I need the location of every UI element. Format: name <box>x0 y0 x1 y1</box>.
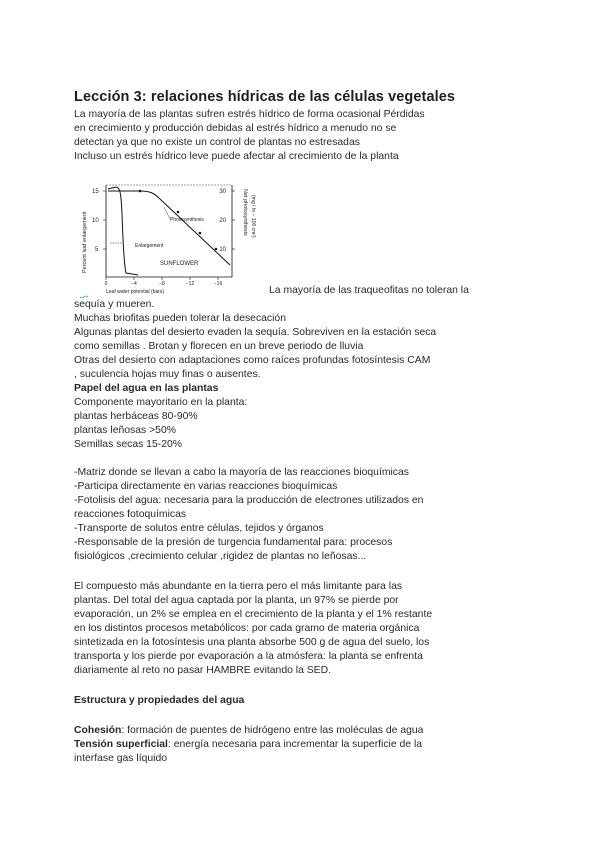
sunflower-label: SUNFLOWER <box>160 261 199 267</box>
section-line: Semillas secas 15-20% <box>74 439 182 450</box>
tension-line <box>74 738 534 751</box>
role-line: fisiológicos ,crecimiento celular ,rigidez de plantas no leñosas... <box>74 551 367 562</box>
role-line: -Transporte de solutos entre células, tejidos y órganos <box>74 523 324 534</box>
y-right-label: Net photosynthesis <box>242 189 248 236</box>
x-tick: 0 <box>104 281 108 287</box>
paragraph-line: en los distintos procesos metabólicos: por cada gramo de materia orgánica <box>74 623 420 634</box>
paragraph-line: transporta y los pierde por evaporación a la atmósfera: la planta se enfrenta <box>74 651 423 662</box>
tension-term: Tensión superficial <box>74 739 168 750</box>
role-line: reacciones fotoquímicas <box>74 509 187 520</box>
x-tick: −8 <box>159 281 165 287</box>
photosynthesis-label: Photosynthesis <box>170 217 204 223</box>
body-line: Otras del desierto con adaptaciones como raíces profundas fotosíntesis CAM <box>74 355 431 366</box>
y-left-tick: 10 <box>92 218 99 224</box>
paragraph-line: plantas. Del total del agua captada por la planta, un 97% se pierde por <box>74 595 399 606</box>
paragraph-line: diariamente al reto no pasar HAMBRE evitando la SED. <box>74 665 332 676</box>
intro-line: detectan ya que no existe un control de plantas no estresadas <box>74 137 360 148</box>
paragraph-line: sintetizada en la fotosíntesis una planta absorbe 500 g de agua del suelo, los <box>74 637 430 648</box>
y-right-tick: 10 <box>219 247 226 253</box>
body-line: Muchas briofitas pueden tolerar la desecación <box>74 313 286 324</box>
x-tick: −16 <box>213 281 223 287</box>
section-heading: Estructura y propiedades del agua <box>74 695 245 706</box>
tension-line-2: interfase gas líquido <box>74 753 167 764</box>
y-right-tick: 30 <box>219 189 226 195</box>
paragraph-line: El compuesto más abundante en la tierra pero el más limitante para las <box>74 581 403 592</box>
section-line: plantas herbáceas 80-90% <box>74 411 198 422</box>
body-line: como semillas . Brotan y florecen en un breve periodo de lluvia <box>74 341 364 352</box>
body-line: sequía y mueren. <box>74 299 155 310</box>
cohesion-line <box>74 724 534 737</box>
role-line: -Responsable de la presión de turgencia fundamental para: procesos <box>74 537 393 548</box>
intro-line: en crecimiento y producción debidas al estrés hídrico a menudo no se <box>74 123 397 134</box>
x-tick: −4 <box>131 281 137 287</box>
cohesion-term: Cohesión <box>74 725 122 736</box>
y-left-label: Percent leaf enlargement <box>82 211 88 273</box>
x-axis-label: Leaf water potential (bars) <box>106 289 165 295</box>
y-right-tick: 20 <box>219 218 226 224</box>
tension-text: : energía necesaria para incrementar la superficie de la <box>167 739 423 750</box>
section-heading: Papel del agua en las plantas <box>74 383 219 394</box>
paragraph-line: evaporación, un 2% se emplea en el crecimiento de la planta y el 1% restante <box>74 609 433 620</box>
inline-line: La mayoría de las traqueofitas no toleran la <box>269 285 469 296</box>
x-tick: −12 <box>185 281 195 287</box>
y-right-units: (mg / hr − 100 cm²) <box>250 195 256 238</box>
enlargement-label: Enlargement <box>135 243 164 249</box>
role-line: -Matriz donde se llevan a cabo la mayoría de las reacciones bioquímicas <box>74 467 409 478</box>
y-left-tick: 5 <box>95 247 99 253</box>
body-line: Algunas plantas del desierto evaden la sequía. Sobreviven en la estación seca <box>74 327 437 338</box>
page-title: Lección 3: relaciones hídricas de las células vegetales <box>74 89 456 105</box>
section-line: plantas leñosas >50% <box>74 425 176 436</box>
body-line: , suculencia hojas muy finas o ausentes. <box>74 369 261 380</box>
intro-line: La mayoría de las plantas sufren estrés hídrico de forma ocasional Pérdidas <box>74 109 425 120</box>
role-line: -Participa directamente en varias reacciones bioquímicas <box>74 481 338 492</box>
role-line: -Fotolisis del agua: necesaria para la producción de electrones utilizados en <box>74 495 424 506</box>
section-line: Componente mayoritario en la planta: <box>74 397 248 408</box>
sunflower-figure <box>80 173 268 298</box>
y-left-tick: 15 <box>92 189 99 195</box>
cohesion-text: : formación de puentes de hidrógeno entre las moléculas de agua <box>121 725 424 736</box>
intro-line: Incluso un estrés hídrico leve puede afectar al crecimiento de la planta <box>74 151 399 162</box>
